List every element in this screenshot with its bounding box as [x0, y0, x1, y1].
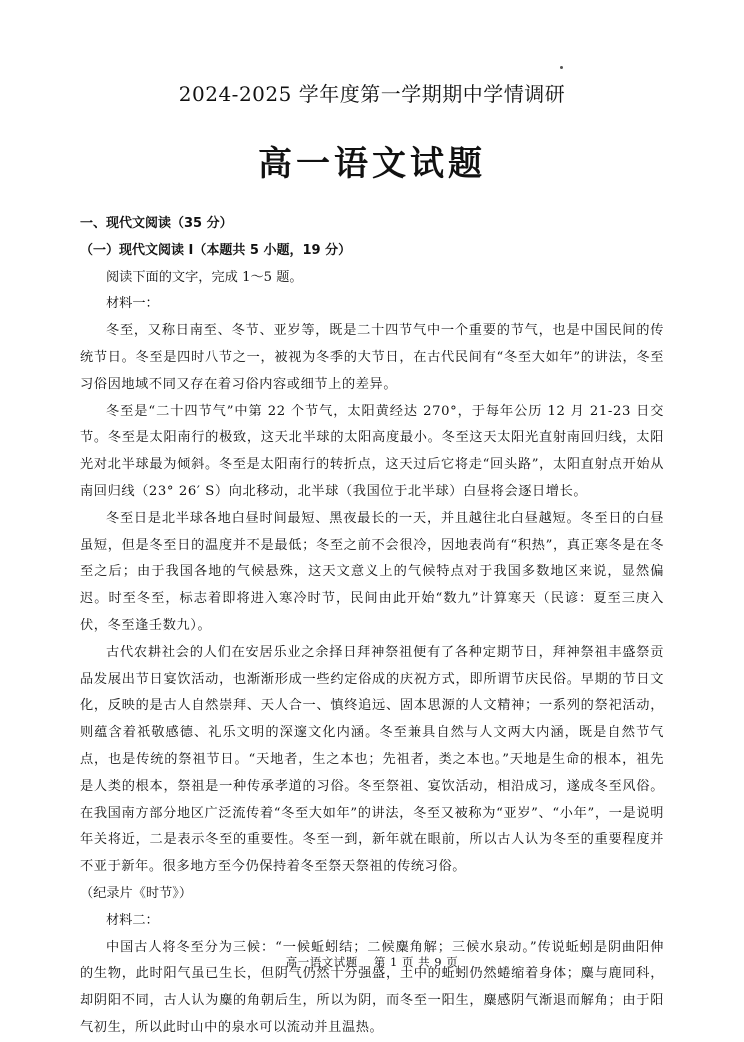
material-1-label: 材料一：	[106, 296, 159, 312]
material-1-paragraph: 古代农耕社会的人们在安居乐业之余择日拜神祭祖便有了各种定期节日，拜神祭祖丰盛祭贡品发展出节日宴饮活动，也渐渐形成一些约定俗成的庆祝方式，即所谓节庆民俗。早期的节日文化，反映的是古人自然崇拜、天人合一、慎终追远、固本思源的人文精神；一系列的祭祀活动，则蕴含着祇敬感德、礼乐文明的深邃文化内涵。冬至兼具自然与人文两大内涵，既是自然节气点，也是传统的祭祖节日。“天地者，生之本也；先祖者，类之本也。”天地是生命的根本，祖先是人类的根本，祭祖是一种传承孝道的习俗。冬至祭祖、宴饮活动，相沿成习，遂成冬至风俗。在我国南方部分地区广泛流传着“冬至大如年”的讲法，冬至又被称为“亚岁”、“小年”，一是说明年关将近，二是表示冬至的重要性。冬至一到，新年就在眼前，所以古人认为冬至的重要程度并不亚于新年。很多地方至今仍保持着冬至祭天祭祖的传统习俗。	[80, 644, 664, 875]
instruction: 阅读下面的文字，完成 1～5 题。	[106, 269, 303, 285]
material-1-paragraph: 冬至日是北半球各地白昼时间最短、黑夜最长的一天，并且越往北白昼越短。冬至日的白昼虽短，但是冬至日的温度并不是最低；冬至之前不会很冷，因地表尚有“积热”，真正寒冬是在冬至之后；由于我国各地的气候悬殊，这天文意义上的气候特点对于我国多数地区来说，显然偏迟。时至冬至，标志着即将进入寒冷时节，民间由此开始“数九”计算寒天（民谚：夏至三庚入伏，冬至逢壬数九）。	[80, 510, 664, 633]
subject-title: 高一语文试题	[258, 144, 486, 184]
exam-title: 2024-2025 学年度第一学期期中学情调研	[178, 82, 566, 106]
material-1-paragraph: 冬至，又称日南至、冬节、亚岁等，既是二十四节气中一个重要的节气，也是中国民间的传统节日。冬至是四时八节之一，被视为冬季的大节日，在古代民间有“冬至大如年”的讲法，冬至习俗因地域不同又存在着习俗内容或细节上的差异。	[80, 323, 664, 392]
content-body	[80, 211, 664, 1042]
material-1-source: （纪录片《时节》）	[80, 885, 193, 901]
material-2-paragraph: 中国古人将冬至分为三候：“一候蚯蚓结；二候麋角解；三候水泉动。”传说蚯蚓是阴曲阳伸的生物，此时阳气虽已生长，但阴气仍然十分强盛，土中的蚯蚓仍然蜷缩着身体；麋与鹿同科，却阴阳不同，古人认为麋的角朝后生，所以为阴，而冬至一阳生，麋感阴气渐退而解角；由于阳气初生，所以此时山中的泉水可以流动并且温热。	[80, 939, 664, 1035]
subsection-heading: （一）现代文阅读 I（本题共 5 小题，19 分）	[80, 242, 352, 258]
material-2-label: 材料二：	[106, 912, 159, 928]
corner-mark	[560, 66, 563, 69]
material-1-paragraph: 冬至是“二十四节气”中第 22 个节气，太阳黄经达 270°，于每年公历 12 月 21-23 日交节。冬至是太阳南行的极致，这天北半球的太阳高度最小。冬至这天太阳光直射南回归线，太阳光对北半球最为倾斜。冬至是太阳南行的转折点，这天过后它将走“回头路”，太阳直射点开始从南回归线（23° 26′ S）向北移动，北半球（我国位于北半球）白昼将会逐日增长。	[80, 403, 664, 499]
section-heading: 一、现代文阅读（35 分）	[80, 216, 233, 231]
page-footer: 高一语文试题 第 1 页 共 9 页	[285, 955, 459, 969]
